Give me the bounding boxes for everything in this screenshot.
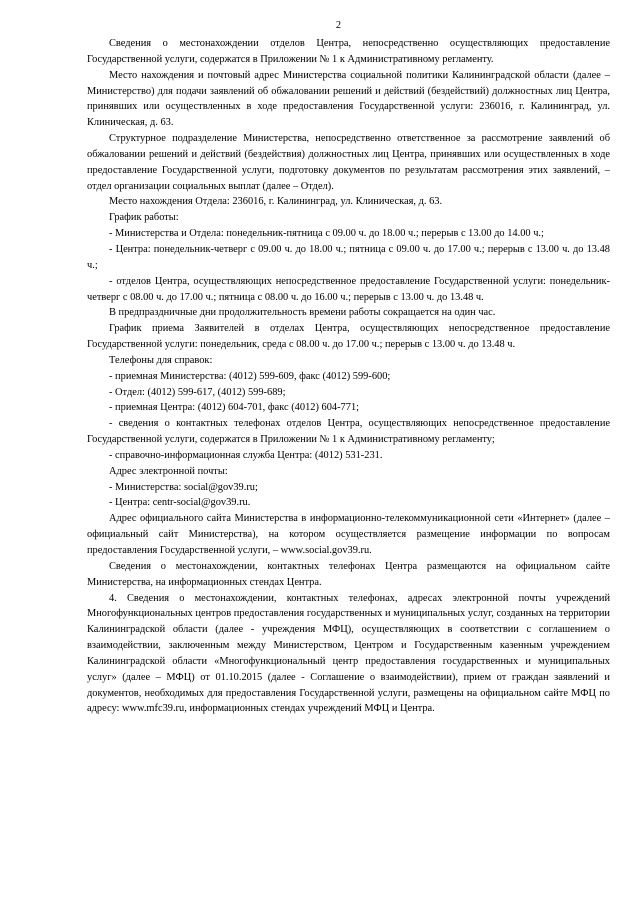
paragraph-center-info: Сведения о местонахождении, контактных телефонах Центра размещаются на официальном сайте Министерства, на информационных стендах Центра.	[87, 560, 610, 588]
paragraph-structural-unit: Структурное подразделение Министерства, непосредственно ответственное за рассмотрение заявлений об обжаловании решений и действий (бездействия) должностных лиц Центра, принявших или осуществленных в ходе предоставление Государственной услуги, подготовку документов по результатам рассмотрения этих заявлений, – отдел организации социальных выплат (далее – Отдел).	[87, 133, 610, 192]
paragraph-schedule-center-departments: - отделов Центра, осуществляющих непосредственное предоставление Государственной услуги: понедельник-четверг с 08.00 ч. до 17.00 ч.; пятница с 08.00 ч. до 16.00 ч.; перерыв с 13.00 ч. до 13.48 ч.	[87, 275, 610, 303]
paragraph-mfc-info: 4. Сведения о местонахождении, контактных телефонах, адресах электронной почты учреждений Многофункциональных центров предоставления государственных и муниципальных услуг, созданных на территории Калининградской области (далее - учреждения МФЦ), осуществляющих в соответствии с соглашением о взаимодействии, заключенным между Министерством, Центром и Государственным казенным учреждением Калининградской области «Многофункциональный центр предоставления государственных и муниципальных услуг» (далее – МФЦ) от 01.10.2015 (далее - Соглашение о взаимодействии), прием от граждан заявлений и документов, необходимых для предоставления Государственной услуги, размещены на официальном сайте МФЦ по адресу: www.mfc39.ru, информационных стендах учреждений МФЦ и Центра.	[87, 592, 610, 715]
paragraph-schedule-center: - Центра: понедельник-четверг с 09.00 ч. до 18.00 ч.; пятница с 09.00 ч. до 17.00 ч.; перерыв с 13.00 ч. до 13.48 ч.;	[87, 243, 610, 271]
paragraph-email-center: - Центра: centr-social@gov39.ru.	[109, 497, 251, 509]
document-page	[87, 18, 610, 717]
paragraph-ministry-address: Место нахождения и почтовый адрес Министерства социальной политики Калининградской области (далее – Министерство) для подачи заявлений об обжаловании решений и действий (бездействий) должностных лиц Центра, принявших или осуществленных в ходе предоставления Государственной услуги: 236016, г. Калининград, ул. Клиническая, д. 63.	[87, 69, 610, 129]
paragraph-reception-schedule: График приема Заявителей в отделах Центра, осуществляющих непосредственное предоставление Государственной услуги: понедельник, среда с 08.00 ч. до 17.00 ч.; перерыв с 13.00 ч. до 13.48 ч.	[87, 323, 610, 351]
paragraph-email-heading: Адрес электронной почты:	[109, 465, 228, 477]
paragraph-schedule-heading: График работы:	[109, 212, 179, 224]
paragraph-phone-ministry: - приемная Министерства: (4012) 599-609, факс (4012) 599-600;	[109, 370, 391, 382]
paragraph-phone-department: - Отдел: (4012) 599-617, (4012) 599-689;	[109, 386, 286, 398]
paragraph-department-locations: Сведения о местонахождении отделов Центра, непосредственно осуществляющих предоставление Государственной услуги, содержатся в Приложении № 1 к Административному регламенту.	[87, 38, 610, 65]
paragraph-pre-holiday: В предпраздничные дни продолжительность времени работы сокращается на один час.	[109, 307, 496, 319]
paragraph-email-ministry: - Министерства: social@gov39.ru;	[109, 481, 258, 493]
paragraph-phone-helpdesk: - справочно-информационная служба Центра: (4012) 531-231.	[109, 449, 383, 461]
paragraph-website: Адрес официального сайта Министерства в информационно-телекоммуникационной сети «Интернет» (далее – официальный сайт Министерства), на котором осуществляется размещение информации по вопросам предоставления Государственной услуги, – www.social.gov39.ru.	[87, 513, 610, 556]
paragraph-phones-heading: Телефоны для справок:	[109, 354, 213, 366]
paragraph-phone-center-departments: - сведения о контактных телефонах отделов Центра, осуществляющих непосредственное предоставление Государственной услуги, содержатся в Приложении № 1 к Административному регламенту;	[87, 418, 610, 446]
page-number: 2	[335, 20, 342, 31]
paragraph-department-location: Место нахождения Отдела: 236016, г. Калининград, ул. Клиническая, д. 63.	[109, 196, 443, 208]
paragraph-phone-center: - приемная Центра: (4012) 604-701, факс (4012) 604-771;	[109, 402, 360, 414]
paragraph-schedule-ministry: - Министерства и Отдела: понедельник-пятница с 09.00 ч. до 18.00 ч.; перерыв с 13.00 до 14.00 ч.;	[109, 228, 544, 240]
